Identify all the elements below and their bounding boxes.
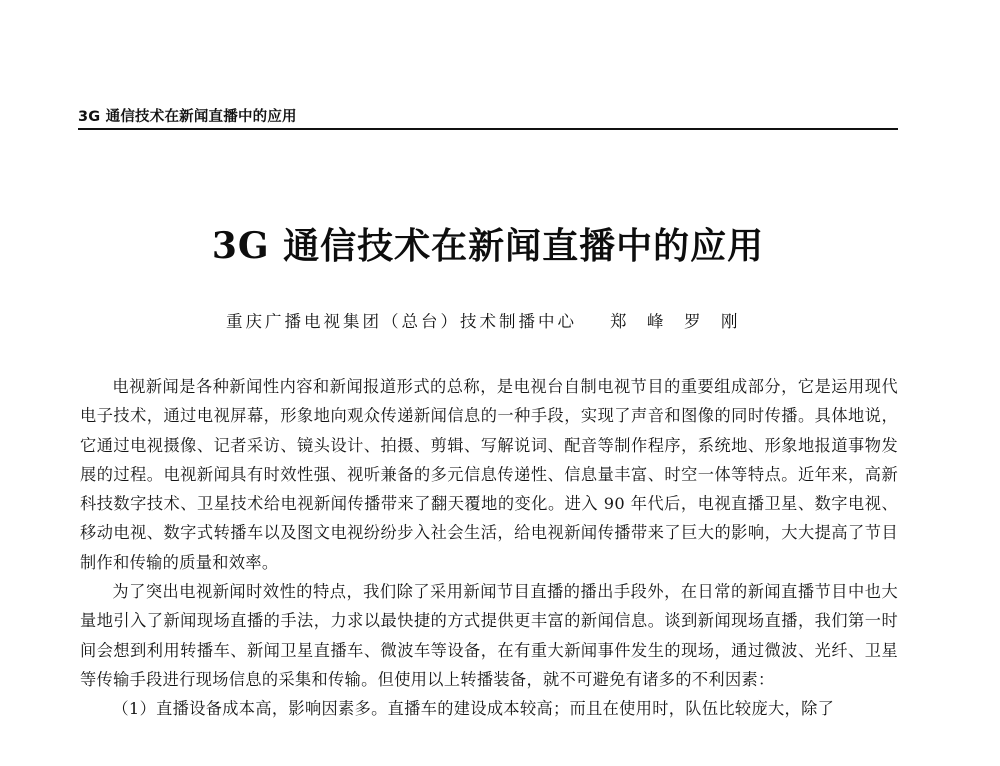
paragraph: （1）直播设备成本高，影响因素多。直播车的建设成本较高；而且在使用时，队伍比较庞大，除了 <box>112 699 835 719</box>
paragraph: 电视新闻是各种新闻性内容和新闻报道形式的总称，是电视台自制电视节目的重要组成部分，它是运用现代电子技术，通过电视屏幕，形象地向观众传递新闻信息的一种手段，实现了声音和图像的同时传播。具体地说，它通过电视摄像、记者采访、镜头设计、拍摄、剪辑、写解说词、配音等制作程序，系统地、形象地报道事物发展的过程。电视新闻具有时效性强、视听兼备的多元信息传递性、信息量丰富、时空一体等特点。近年来，高新科技数字技术、卫星技术给电视新闻传播带来了翻天覆地的变化。进入 90 年代后，电视直播卫星、数字电视、移动电视、数字式转播车以及图文电视纷纷步入社会生活，给电视新闻传播带来了巨大的影响，大大提高了节目制作和传输的质量和效率。 <box>80 377 898 572</box>
paragraph: 为了突出电视新闻时效性的特点，我们除了采用新闻节目直播的播出手段外，在日常的新闻直播节目中也大量地引入了新闻现场直播的手法，力求以最快捷的方式提供更丰富的新闻信息。谈到新闻现场直播，我们第一时间会想到利用转播车、新闻卫星直播车、微波车等设备，在有重大新闻事件发生的现场，通过微波、光纤、卫星等传输手段进行现场信息的采集和传输。但使用以上转播装备，就不可避免有诸多的不利因素： <box>80 582 898 689</box>
header-rule <box>78 128 898 130</box>
article-body <box>80 372 898 724</box>
article-title: 3G 通信技术在新闻直播中的应用 <box>211 225 765 267</box>
byline <box>210 309 770 335</box>
running-head: 3G 通信技术在新闻直播中的应用 <box>78 109 297 125</box>
author-names: 郑 峰 罗 刚 <box>610 312 740 331</box>
author-affiliation: 重庆广播电视集团（总台）技术制播中心 <box>226 312 577 331</box>
